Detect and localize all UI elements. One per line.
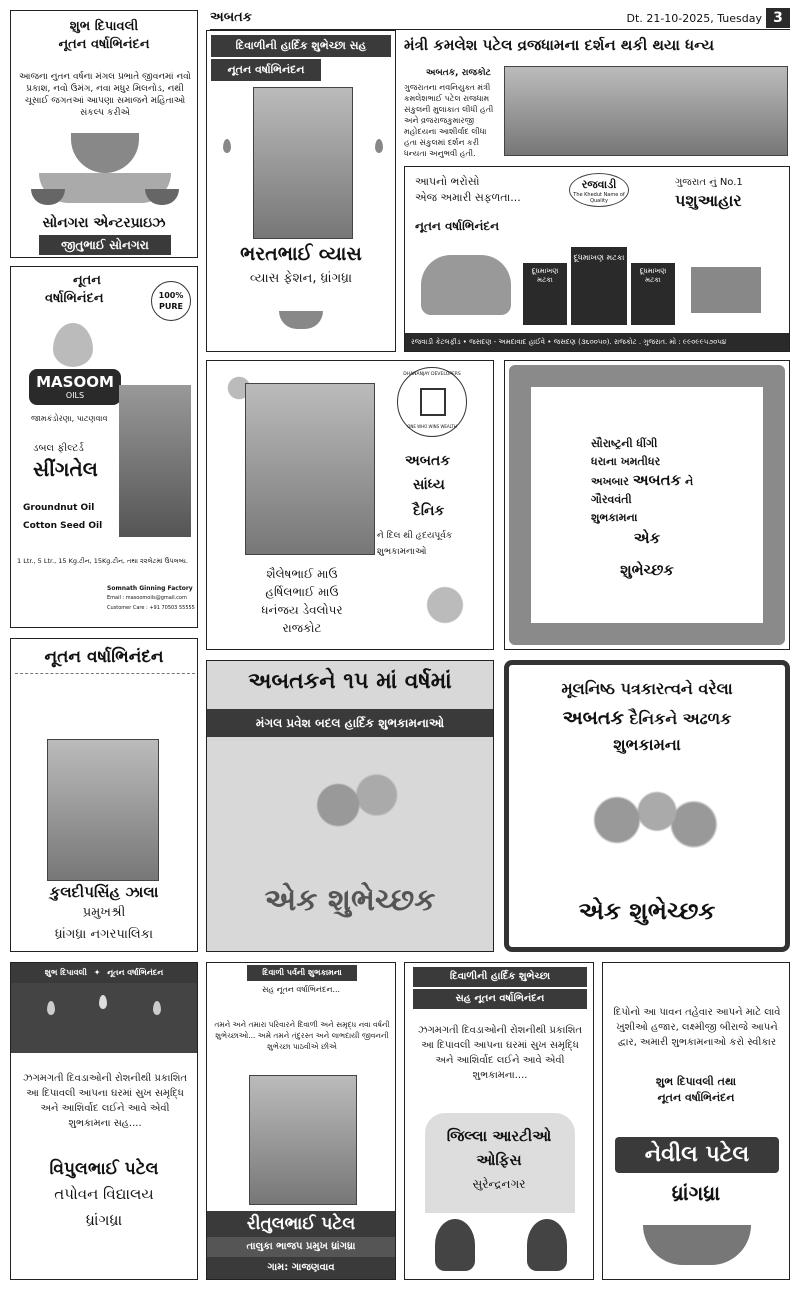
advertiser-name: રીતુલભાઈ પટેલ	[207, 1211, 395, 1237]
heading-2-text: દૈનિકને અઢળક	[629, 709, 732, 728]
advertiser-title: તાલુકા ભાજપ પ્રમુખ ધ્રાંગધ્રા	[207, 1237, 395, 1257]
greeting-2: સાંધ્ય	[413, 477, 445, 493]
company-name: ધનંજય ડેવલોપર	[261, 603, 343, 617]
greeting-2: નૂતન વર્ષાભિનંદન	[657, 1091, 735, 1104]
abtak-wordmark: અબતક	[562, 707, 624, 729]
ad-mulnishth	[504, 660, 790, 952]
portrait-photo	[249, 1075, 357, 1205]
advertiser-business: વ્યાસ ફેશન, ધ્રાંગધ્રા	[249, 271, 353, 286]
top-banner: શુભ દિપાવલી ✦ નૂતન વર્ષાભિનંદન	[11, 963, 197, 983]
ad-footer: રજવાડી કેટલફીડ • જસદણ - અમદાવાદ હાઈવે • જસદણ (૩૬૦૦૫૦). રાજકોટ . ગુજરાત. મો : ૯૯૦૯૯૫૭૦૫૪	[405, 333, 789, 351]
developer-logo	[397, 367, 467, 437]
advertiser-org: તપોવન વિદ્યાલય	[54, 1185, 154, 1203]
banner-text-1: શુભ દિપાવલી	[44, 968, 87, 977]
ad-heading-1: નૂતન	[73, 273, 101, 288]
brand-name: MASOOM	[36, 373, 114, 391]
diya-illustration	[31, 133, 179, 213]
ad-body: ઝગમગતી દિવડાઓની રોશનીથી પ્રકાશિત આ દિપાવલી આપના ઘરમાં સુખ સમૃદ્ધિ અને આશિર્વાદ લઈને આવે એવી શુભકામના સહ....	[22, 1073, 188, 1129]
line-6: એક	[633, 529, 661, 547]
news-photo	[504, 66, 788, 156]
line-3	[591, 471, 693, 489]
brand-name: રજવાડી	[581, 178, 617, 191]
office-line-3: સુરેન્દ્રનગર	[472, 1177, 526, 1191]
logo-tagline: ONE WHO WINS WEALTH	[407, 424, 457, 429]
greeting-1: શુભ દિપાવલી તથા	[655, 1075, 737, 1088]
feed-bag-right	[631, 263, 675, 325]
news-item	[404, 30, 790, 158]
ad-vipul	[10, 962, 198, 1280]
page-date: Dt. 21-10-2025, Tuesday	[626, 12, 762, 25]
person-name: જીતુભાઈ સોનગરા	[39, 235, 171, 255]
ad-body: ઝગમગતી દિવડાઓની રોશનીથી પ્રકાશિત આ દિપાવલી આપના ઘરમાં સુખ સમૃદ્ધિ અને આશિર્વાદ લઈને આવે એવી શુભકામના....	[417, 1025, 583, 1081]
ad-heading-2: નૂતન વર્ષાભિનંદન	[211, 59, 321, 81]
ad-body: તમને અને તમારા પરિવારને દિવાળી અને સમૃદ્ધ નવા વર્ષની શુભેચ્છાઓ... અમે તમને તંદુરસ્ત અને લાભદાયી જીવનની શુભેચ્છા પાઠવીએ છીએ	[214, 1020, 390, 1051]
customer-care: Customer Care : +91 70503 55555	[107, 605, 195, 611]
ad-ritul	[206, 962, 396, 1280]
bag-label: દૂધમાખણ મટકા	[531, 267, 559, 284]
abtak-wordmark: અબતક	[632, 471, 682, 489]
tagline-1: આપનો ભરોસો	[415, 175, 480, 188]
news-headline: મંત્રી કમલેશ પટેલ વ્રજધામના દર્શન થકી થયા ધન્ય	[404, 36, 714, 54]
ad-dhananjay	[206, 360, 494, 650]
ad-heading-2: સહ નૂતન વર્ષાભિનંદન	[413, 989, 587, 1009]
greeting-5: શુભકામનાઓ	[377, 547, 427, 557]
diya-left	[435, 1219, 475, 1271]
advertiser-village: ગામ: ગાજણવાવ	[207, 1257, 395, 1279]
diya-illustration	[11, 983, 197, 1053]
ad-rajwadi	[404, 166, 790, 352]
company-name: સોનગરા એન્ટરપ્રાઇઝ	[42, 215, 166, 231]
oil-type-1: Groundnut Oil	[23, 503, 95, 513]
oil-type-2: Cotton Seed Oil	[23, 521, 103, 531]
floral-border	[509, 365, 785, 645]
ad-bharat-vyas	[206, 30, 396, 352]
ad-nevil	[602, 962, 790, 1280]
ad-heading-1: દિવાળીની હાર્દિક શુભેચ્છા સહ	[211, 35, 391, 57]
advertiser-title: પ્રમુખશ્રી	[82, 905, 126, 920]
ad-body: દિપોનો આ પાવન તહેવાર આપને માટે લાવે ખુશીઓ હજાર, લક્ષ્મીજી બીરાજે આપને દ્વાર, અમારી શુભકામનાઓ કરો સ્વીકાર	[613, 1007, 781, 1048]
diya-icon	[279, 311, 323, 329]
brand-plate	[29, 369, 121, 405]
flower-illustration	[287, 755, 415, 855]
ad-saurashtra	[504, 360, 790, 650]
hanging-lamps	[15, 673, 195, 739]
rank-text: ગુજરાત નું No.1	[675, 177, 743, 188]
news-body: ગુજરાતના નવનિયુક્ત મંત્રી કમલેશભાઈ પટેલ રાજધામ સંકુલની મુલાકાત લીધી હતી અને વ્રજરાજકુમારજી મહોદયના આશીર્વાદ લીધા હતા સંકુલમાં દર્શન કરી ધન્યતા અનુભવી હતી.	[404, 83, 494, 158]
abtak-logo: અબતક	[210, 10, 252, 25]
product-type: પશુઆહાર	[675, 191, 742, 210]
ad-sonagara	[10, 10, 198, 258]
ad-heading-3: શુભકામના	[613, 735, 681, 754]
line-3-text: અખબાર	[591, 475, 629, 488]
logo-mark	[420, 388, 446, 416]
pack-sizes: 1 Ltr., 5 Ltr., 15 Kg.ટીન, 15Kg.ટીન, તથા ૨૨લેટમાં ઉપલબ્ધ.	[17, 557, 188, 565]
person-1: શૈલેષભાઈ માઉ	[266, 567, 338, 581]
diya-right	[527, 1219, 567, 1271]
brand-tagline: The Khedut Name of Quality	[573, 192, 625, 204]
signature: શુભેચ્છક	[620, 561, 674, 579]
greeting: નૂતન વર્ષાભિનંદન	[415, 219, 500, 233]
advertiser-org: ધ્રાંગધ્રા નગરપાલિકા	[54, 927, 154, 942]
manufacturer: Somnath Ginning Factory	[107, 585, 193, 592]
greeting-3: દૈનિક	[413, 503, 445, 519]
product-name: સીંગતેલ	[33, 457, 98, 481]
greeting-1: અબતક	[405, 453, 451, 469]
ad-heading-2	[509, 707, 785, 729]
bag-label: દૂધમાખણ મટકા	[639, 267, 667, 284]
greeting-4: ને દિલ થી હૃદયપૂર્વક	[377, 531, 453, 541]
feed-bag-center	[571, 247, 627, 325]
ad-body: આજના નુતન વર્ષના મંગલ પ્રભાતે જીવનમાં નવો પ્રકાશ, નવો ઉમંગ, નવા મધુર મિલનોડ, નથી ચૂસાઈ જગતઆં આપણા સમાજને મહિતાઓ સંકલ્પ કરીએ	[19, 72, 192, 118]
rose-bouquet	[569, 777, 729, 863]
diya-illustration	[643, 1225, 751, 1265]
line-5: શુભકામના	[591, 511, 638, 524]
advertiser-city: ધ્રાંગધ્રા	[671, 1181, 721, 1205]
ad-masoom-oils	[10, 266, 198, 628]
line-3-suffix: ને	[684, 475, 694, 488]
company-city: રાજકોટ	[282, 621, 322, 635]
office-line-2: ઓફિસ	[476, 1151, 522, 1169]
brand-sub: OILS	[65, 391, 85, 400]
cow-illustration	[421, 255, 511, 315]
logo-ring-text: DHANANJAY DEVELOPERS	[403, 372, 461, 377]
advertiser-name: નેવીલ પટેલ	[615, 1137, 779, 1173]
portrait-photo	[47, 739, 159, 881]
ad-heading-1: દિવાળીની હાર્દિક શુભેચ્છા	[413, 967, 587, 987]
line-4: ગૌરવવંતી	[591, 493, 632, 506]
office-line-1: જિલ્લા આરટીઓ	[446, 1127, 552, 1145]
page-number: 3	[766, 8, 790, 28]
brand-location: જામકંડોરણા, પાટણવાવ	[31, 414, 108, 423]
bag-label: દૂધમાખણ મટકા	[573, 253, 625, 262]
signature: એક શુભેચ્છક	[264, 883, 436, 918]
advertiser-name: વિપુલભાઈ પટેલ	[49, 1159, 159, 1179]
duo-photo	[245, 383, 375, 555]
line-1: સૌરાષ્ટ્રની ધીંગી	[591, 437, 658, 450]
model-photo	[119, 385, 191, 537]
ad-heading-2: સહ નૂતન વર્ષાભિનંદન...	[261, 985, 341, 994]
advertiser-name: કુલદીપસિંહ ઝાલા	[49, 883, 159, 901]
product-label: ડબલ ફીલ્ટર્ડ	[33, 443, 84, 454]
person-2: હર્ષિલભાઈ માઉ	[265, 585, 339, 599]
banner-text-2: નૂતન વર્ષાભિનંદન	[107, 968, 164, 977]
news-dateline: અબતક, રાજકોટ	[426, 68, 491, 78]
ad-rto	[404, 962, 594, 1280]
portrait-photo	[253, 87, 353, 239]
ad-heading-1: દિવાળી પર્વની શુભકામના	[247, 965, 357, 981]
flower-decoration	[403, 565, 487, 645]
page-header	[210, 8, 790, 30]
ad-heading-2: મંગલ પ્રવેશ બદલ હાર્દિક શુભકામનાઓ	[207, 709, 493, 737]
ad-heading-1: અબતકને ૧૫ માં વર્ષમાં	[248, 669, 452, 694]
line-2: ધરાના ખમતીધર	[591, 455, 661, 468]
tagline-2: એજ અમારી સફળતા...	[415, 191, 521, 204]
signature: એક શુભેચ્છક	[578, 897, 716, 925]
barn-illustration	[691, 267, 761, 313]
advertiser-name: ભરતભાઈ વ્યાસ	[240, 243, 362, 265]
brand-logo	[569, 173, 629, 207]
ad-kuldip	[10, 638, 198, 952]
ad-heading-1: મૂલનિષ્ઠ પત્રકારત્વને વરેલા	[561, 679, 733, 698]
email-text: Email : masoomoils@gmail.com	[107, 595, 187, 601]
ad-heading-1: શુભ દિપાવલી	[69, 19, 139, 34]
drop-icon	[53, 323, 93, 367]
ad-heading-2: નૂતન વર્ષાભિનંદન	[58, 37, 150, 52]
advertiser-city: ધ્રાંગધ્રા	[85, 1211, 123, 1229]
feed-bag-left	[523, 263, 567, 325]
ad-15-years	[206, 660, 494, 952]
ad-heading-2: વર્ષાભિનંદન	[45, 291, 104, 306]
purity-badge: 100% PURE	[151, 281, 191, 321]
ad-heading: નૂતન વર્ષાભિનંદન	[44, 647, 164, 667]
